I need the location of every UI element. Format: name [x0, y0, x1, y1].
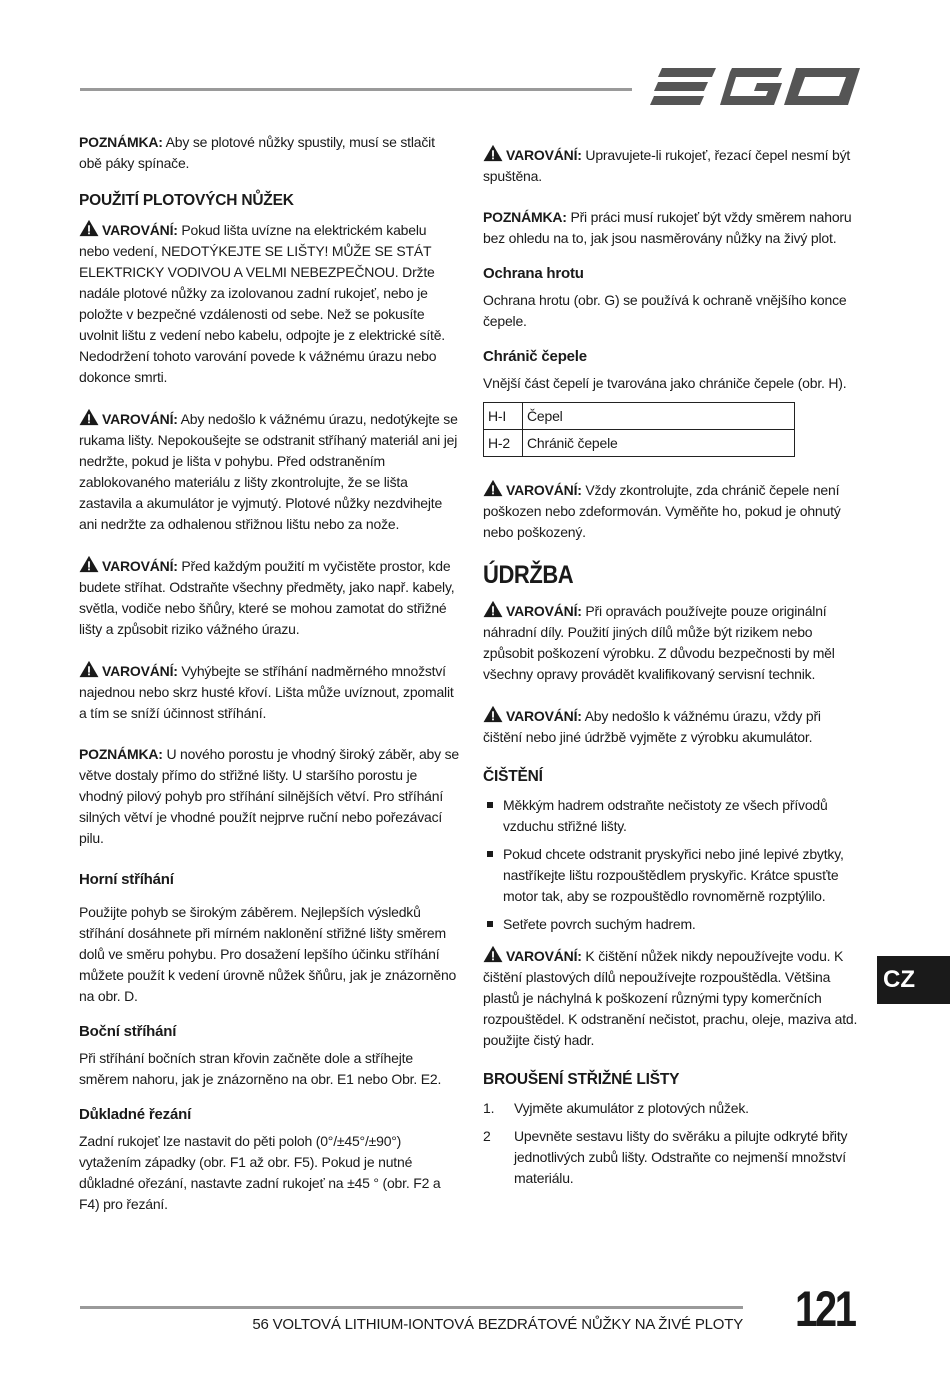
warning-label: VAROVÁNÍ:	[102, 663, 178, 679]
list-item	[483, 1098, 863, 1119]
list-item	[483, 795, 863, 837]
warning-label: VAROVÁNÍ:	[506, 708, 582, 724]
list-item-text: Pokud chcete odstranit pryskyřici nebo jiné lepivé zbytky, nastříkejte lištu rozpouštědlem pryskyřic. Krátce spusťte motor tak, aby se rozpouštědlo rovnoměrně rozptýlilo.	[503, 846, 844, 904]
footer-title: 56 VOLTOVÁ LITHIUM-IONTOVÁ BEZDRÁTOVÉ NŮŽKY NA ŽIVÉ PLOTY	[252, 1316, 743, 1333]
list-item	[483, 1126, 863, 1189]
warning-icon	[483, 479, 503, 497]
note-paragraph	[79, 744, 459, 849]
note-text: Aby se plotové nůžky spustily, musí se stlačit obě páky spínače.	[79, 134, 435, 171]
header-rule	[80, 88, 632, 91]
table-cell-label: Chránič čepele	[523, 430, 795, 457]
bullet-square-icon	[487, 802, 493, 808]
warning-icon	[79, 660, 99, 678]
warning-icon	[483, 600, 503, 618]
sharpening-steps	[483, 1098, 863, 1189]
table-row	[484, 403, 795, 430]
warning-text: Upravujete-li rukojeť, řezací čepel nesmí být spuštěna.	[483, 147, 851, 184]
warning-icon	[79, 555, 99, 573]
subheading-blade-guard: Chránič čepele	[483, 348, 587, 365]
warning-paragraph	[483, 600, 863, 685]
section-heading-cleaning: ČIŠTĚNÍ	[483, 768, 543, 785]
warning-text: Vyhýbejte se stříhání nadměrného množství najednou nebo skrz husté křoví. Lišta může uvíznout, zpomalit a tím se sníží účinnost stříhání.	[79, 663, 454, 721]
right-column	[483, 144, 863, 1196]
side-trimming-text: Při stříhání bočních stran křovin začněte dole a stříhejte směrem nahoru, jak je znázorněno na obr. E1 nebo Obr. E2.	[79, 1050, 442, 1087]
step-text: Upevněte sestavu lišty do svěráku a pilujte odkryté břity jednotlivých zubů lišty. Odstraňte co nejmenší množství materiálu.	[514, 1128, 848, 1186]
warning-label: VAROVÁNÍ:	[506, 147, 582, 163]
note-text: U nového porostu je vhodný široký záběr, aby se větve dostaly přímo do střižné lišty. U staršího porostu je vhodný pilový pohyb pro stříhání silnějších větví. Pro stříhání silných větví je vhodné použít nejprve ruční nebo pořezávací pilu.	[79, 746, 459, 846]
table-cell-label: Čepel	[523, 403, 795, 430]
left-column	[79, 132, 459, 1227]
top-trimming-text: Použijte pohyb se širokým záběrem. Nejlepších výsledků stříhání dosáhnete při mírném naklonění střižné lišty směrem dolů ve směru pohybu. Pro dosažení lepšího účinku stříhání můžete použít k vedení úrovně nůžek šňůru, jak je znázorněno na obr. D.	[79, 904, 457, 1004]
warning-label: VAROVÁNÍ:	[102, 411, 178, 427]
bullet-square-icon	[487, 921, 493, 927]
cleaning-list	[483, 795, 863, 935]
parts-table	[483, 402, 795, 457]
thorough-cutting-text: Zadní rukojeť lze nastavit do pěti poloh (0°/±45°/±90°) vytažením západky (obr. F1 až obr. F5). Pokud je nutné důkladné ořezání, nastavte zadní rukojeť na ±45 ° (obr. F2 a F4) pro řezání.	[79, 1133, 441, 1212]
list-item-text: Měkkým hadrem odstraňte nečistoty ze všech přívodů vzduchu střižné lišty.	[503, 797, 828, 834]
warning-paragraph	[483, 479, 863, 543]
footer-rule	[80, 1306, 743, 1309]
table-cell-code: H-2	[484, 430, 523, 457]
note-label: POZNÁMKA:	[79, 134, 163, 150]
subheading-thorough-cutting: Důkladné řezání	[79, 1106, 192, 1123]
warning-icon	[483, 705, 503, 723]
warning-text: K čištění nůžek nikdy nepoužívejte vodu. K čištění plastových dílů nepoužívejte rozpouštědla. Většina plastů je náchylná k poškození různými typy komerčních rozpouštědel. K odstranění nečistot, prachu, oleje, maziva atd. použijte čistý hadr.	[483, 948, 858, 1048]
step-number: 1.	[483, 1100, 495, 1116]
list-item	[483, 844, 863, 907]
section-heading-sharpening: BROUŠENÍ STŘIŽNÉ LIŠTY	[483, 1071, 680, 1088]
subheading-tip-guard: Ochrana hrotu	[483, 265, 584, 282]
warning-icon	[483, 945, 503, 963]
note-paragraph	[79, 132, 459, 174]
blade-guard-text: Vnější část čepelí je tvarována jako chrániče čepele (obr. H).	[483, 375, 847, 391]
page-number: 121	[795, 1281, 855, 1337]
warning-label: VAROVÁNÍ:	[506, 482, 582, 498]
warning-label: VAROVÁNÍ:	[506, 603, 582, 619]
ego-logo	[650, 62, 862, 112]
section-heading-maintenance: ÚDRŽBA	[483, 561, 574, 589]
warning-paragraph	[483, 705, 863, 748]
warning-label: VAROVÁNÍ:	[506, 948, 582, 964]
warning-paragraph	[483, 144, 863, 187]
warning-text: Před každým použití m vyčistěte prostor, kde budete stříhat. Odstraňte všechny předměty, jako např. kabely, světla, vodiče nebo šňůry, které se mohou zamotat do střižné lišty a způsobit riziko vážného úrazu.	[79, 558, 455, 637]
table-cell-code: H-I	[484, 403, 523, 430]
list-item-text: Setřete povrch suchým hadrem.	[503, 916, 696, 932]
warning-text: Pokud lišta uvízne na elektrickém kabelu nebo vedení, NEDOTÝKEJTE SE LIŠTY! MŮŽE SE STÁT ELEKTRICKY VODIVOU A VELMI NEBEZPEČNOU. Držte nadále plotové nůžky za izolovanou zadní rukojeť, nebo je položte v bezpečné vzdálenosti od sebe. Než se pokusíte uvolnit lištu z vedení nebo kabelu, odpojte je z elektrické sítě. Nedodržení tohoto varování povede k vážnému úrazu nebo dokonce smrti.	[79, 222, 445, 385]
warning-paragraph	[79, 408, 459, 535]
list-item	[483, 914, 863, 935]
note-label: POZNÁMKA:	[79, 746, 163, 762]
section-heading-use: POUŽITÍ PLOTOVÝCH NŮŽEK	[79, 192, 294, 209]
warning-label: VAROVÁNÍ:	[102, 222, 178, 238]
warning-label: VAROVÁNÍ:	[102, 558, 178, 574]
step-number: 2	[483, 1128, 491, 1144]
warning-paragraph	[79, 219, 459, 388]
warning-text: Aby nedošlo k vážnému úrazu, nedotýkejte se rukama lišty. Nepokoušejte se odstranit stříhaný materiál ani jej nedržte, pokud je lišta v pohybu. Před odstraněním zablokovaného materiálu z lišty zkontrolujte, že se lišta zastavila a akumulátor je vyjmutý. Plotové nůžky nezdvihejte ani nedržte za odhalenou střižnou lištu nebo za nože.	[79, 411, 458, 532]
note-text: Při práci musí rukojeť být vždy směrem nahoru bez ohledu na to, jak jsou nasměrovány nůžky na živý plot.	[483, 209, 852, 246]
note-label: POZNÁMKA:	[483, 209, 567, 225]
subheading-top-trimming: Horní stříhání	[79, 871, 174, 888]
note-paragraph	[483, 207, 863, 249]
warning-text: Při opravách používejte pouze originální náhradní díly. Použití jiných dílů může být rizikem nebo způsobit poškození výrobku. Z důvodu bezpečnosti by měl všechny opravy provádět kvalifikovaný servisní technik.	[483, 603, 835, 682]
warning-text: Aby nedošlo k vážnému úrazu, vždy při čištění nebo jiné údržbě vyjměte z výrobku akumulátor.	[483, 708, 821, 745]
subheading-side-trimming: Boční stříhání	[79, 1023, 177, 1040]
warning-paragraph	[483, 945, 863, 1051]
warning-paragraph	[79, 660, 459, 724]
language-tab: CZ	[877, 956, 950, 1004]
warning-text: Vždy zkontrolujte, zda chránič čepele není poškozen nebo zdeformován. Vyměňte ho, pokud je ohnutý nebo poškozený.	[483, 482, 841, 540]
warning-icon	[483, 144, 503, 162]
warning-icon	[79, 408, 99, 426]
tip-guard-text: Ochrana hrotu (obr. G) se používá k ochraně vnějšího konce čepele.	[483, 292, 847, 329]
warning-icon	[79, 219, 99, 237]
warning-paragraph	[79, 555, 459, 640]
table-row	[484, 430, 795, 457]
bullet-square-icon	[487, 851, 493, 857]
step-text: Vyjměte akumulátor z plotových nůžek.	[514, 1100, 749, 1116]
